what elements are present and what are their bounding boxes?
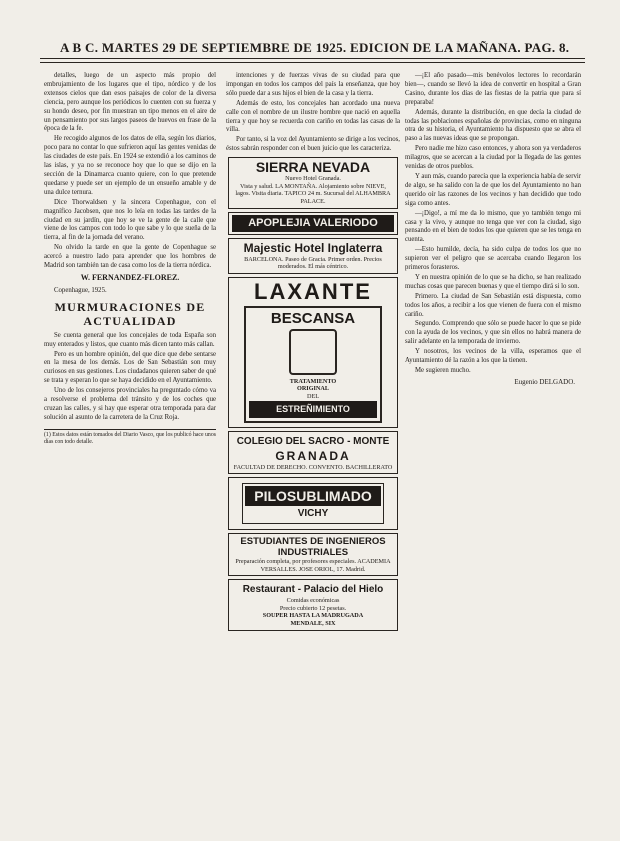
ad-tagline: Nuevo Hotel Granada. — [285, 175, 341, 183]
ad-title: COLEGIO DEL SACRO - MONTE — [236, 435, 390, 447]
ad-line: Comidas económicas — [286, 597, 340, 605]
paragraph: Pero nadie me hizo caso entonces, y ahora son ya verdaderos milagros, que se acercan a la ciudad por la llegada de las gentes venidas de otros pueblos. — [405, 145, 581, 171]
ad-title: ESTUDIANTES DE INGENIEROS INDUSTRIALES — [240, 536, 386, 559]
ad-sierra-nevada — [228, 157, 398, 208]
paragraph: Se cuenta general que los concejales de toda España son muy enterados y listos, que cuanto más dicen tanto más callan. — [44, 331, 216, 348]
ad-panel — [244, 306, 382, 423]
paragraph: Uno de los consejeros provinciales ha preguntado cómo va a resolverse el problema del tránsito y de los coches que cruzan las calles, y si hay que esperar otra temporada para dar solución al asunto de la carretera de la Cruz Roja. — [44, 387, 216, 421]
page-header: A B C. MARTES 29 DE SEPTIEMBRE DE 1925. EDICION DE LA MAÑANA. PAG. 8. — [60, 40, 570, 55]
ad-title: SIERRA NEVADA — [255, 159, 371, 176]
column-3 — [405, 72, 581, 821]
ad-subtitle: VICHY — [297, 508, 329, 520]
article-title: MURMURACIONES DE ACTUALIDAD — [54, 299, 206, 328]
ad-panel — [242, 483, 384, 524]
ad-line: SOUPER HASTA LA MADRUGADA — [262, 612, 364, 620]
paragraph: detalles, luego de un aspecto más propio del embrujamiento de los lugares que el tipo, nórdico y de los extensos cielos que dan esos paisajes de color de la diversa ciencia, pero aunque los periódicos lo cuenten con su fuerza y su hondo deseo, por fin muestran un tipo menos en el aire de un pensamiento por sus largos paseos de huevos en frase de la época de la fe. — [44, 72, 216, 133]
paragraph: Además, durante la distribución, en que decía la ciudad de todas las poblaciones españolas de provincias, como en ninguna otra de su historia, el Ayuntamiento ha dispuesto que se abra el paso a las nuevas ideas que se propongan. — [405, 108, 581, 143]
header-rule-2 — [40, 62, 585, 63]
bottle-icon — [289, 329, 337, 375]
paragraph: Segundo. Comprendo que sólo se puede hacer lo que se pide con la ayuda de los vecinos, y que sin ellos no habrá manera de salir adelante en la temporada de invierno. — [405, 320, 581, 346]
header-rule — [40, 58, 585, 59]
ad-line: MENDALE, SIX — [290, 620, 336, 628]
dateline: Copenhague, 1925. — [54, 286, 107, 294]
ad-title: PILOSUBLIMADO — [245, 486, 381, 506]
ad-apoplejia — [228, 212, 398, 235]
ad-laxante-bescansa — [228, 277, 398, 428]
ad-colegio-sacro-monte — [228, 431, 398, 475]
paragraph: —Esto humilde, decía, ha sido culpa de todos los que no supieron ver el peligro que se acercaba cuando llegaron los primeros forasteros. — [405, 246, 581, 272]
ad-title: LAXANTE — [254, 278, 372, 304]
ad-line: ESTREÑIMIENTO — [249, 401, 377, 418]
author-signature: W. FERNANDEZ-FLOREZ. — [80, 272, 180, 282]
ad-restaurant-palacio-hielo — [228, 579, 398, 630]
paragraph: Además de esto, los concejales han acordado una nueva calle con el nombre de un ilustre hombre que nació en aquella tierra y que hoy se recuerda con cariño en todas las casas de la villa. — [226, 99, 400, 134]
paragraph: No olvido la tarde en que la gente de Copenhague se acercó a nuestro lado para aprender que los hombres de Madrid son también tan de casa como los de la tierra nórdica. — [44, 244, 216, 270]
ad-majestic-hotel — [228, 238, 398, 274]
ad-city: GRANADA — [275, 448, 351, 463]
ad-estudiantes-ingenieros — [228, 533, 398, 576]
ad-line: ORIGINAL — [297, 385, 329, 393]
ad-pilosublimado — [228, 477, 398, 530]
paragraph: Y aun más, cuando parecía que la experiencia había de servir de algo, se ha salido con la de que los del Ayuntamiento no han querido oír las razones de los vecinos y han decidido que todo siga como antes. — [405, 172, 581, 207]
column-1 — [44, 72, 216, 821]
ad-body: Vista y salud. LA MONTAÑA. Alojamiento sobre NIEVE, lagos. Visita diaria. TAPICO 24 m. Sucursal del ALHAMBRA PALACE. — [235, 182, 391, 205]
paragraph: Me sugieren mucho. — [415, 367, 471, 374]
ad-body: Preparación completa, por profesores especiales. ACADEMIA VERSALLES. JOSE ORIOL, 17. Madrid. — [235, 558, 391, 573]
paragraph: Por tanto, si la voz del Ayuntamiento se dirige a los vecinos, éstos sabrán responder con el buen juicio que les caracteriza. — [226, 136, 400, 153]
paragraph: Pero es un hombre opinión, del que dice que debe sentarse en la mesa de los demás. Los de San Sebastián son muy curiosos en sus gestiones. Los ciudadanos quieren saber de qué se trata y esperan lo que se haya decidido en el Ayuntamiento. — [44, 350, 216, 385]
ad-line: DEL — [306, 392, 320, 400]
ad-body: FACULTAD DE DERECHO. CONVENTO. BACHILLERATO — [233, 463, 393, 471]
ad-title: Majestic Hotel Inglaterra — [243, 240, 383, 255]
paragraph: Primero. La ciudad de San Sebastián está dispuesta, como todos los años, a recibir a los que vienen de fuera con el mismo cariño. — [405, 292, 581, 318]
ad-brand: BESCANSA — [270, 309, 356, 327]
ad-line: Precio cubierto 12 pesetas. — [279, 604, 347, 612]
paragraph: —¡Digo!, a mí me da lo mismo, que yo también tengo mi casa y la vivo, y aunque no tenga que ver con la ciudad, sigo pensando en el bien de todos los que quieren que se les tenga en cuenta. — [405, 209, 581, 244]
paragraph: Y nosotros, los vecinos de la villa, esperamos que el Ayuntamiento dé la razón a los que la tienen. — [405, 348, 581, 365]
ad-line: TRATAMIENTO — [289, 377, 337, 385]
paragraph: —¡El año pasado—mis benévolos lectores lo recordarán bien—, cuando se llevó la idea de convertir en hospital a Gran Casino, durante los días de las fiestas de la patria que para sí preparaba! — [405, 72, 581, 106]
author-signature: Eugenio DELGADO. — [514, 377, 575, 386]
paragraph: Dice Thorwaldsen y la sincera Copenhague, con el magnífico Jacobsen, que nos lo leía en todas las tardes de la ciudad en su jardín, que hoy se ve la gente de la calle que viene de los campos con todo lo que sabe y lo que sueña de la tierra, al fin de la jornada del verano. — [44, 198, 216, 242]
ad-body: BARCELONA. Paseo de Gracia. Primer orden. Precios moderados. El más céntrico. — [244, 255, 382, 271]
footnote: (1) Estos datos están tomados del Diario Vasco, que los publicó hace unos días con todo detalle. — [44, 429, 216, 446]
paragraph: He recogido algunos de los datos de ella, según los diarios, poco para no contar lo que sufrieron aquí las gentes venidas de las ciudades de este país. En 1924 se extendió a los caminos de las islas, y ya no se reconoce hoy que lo que se dijo en la sección de la Dinamarca cuanto quiere, con lo que pretende quedarse y puede ser un ejemplo de un ensueño amable y de una dulce ternura. — [44, 135, 216, 196]
ad-title: Restaurant - Palacio del Hielo — [242, 584, 384, 596]
paragraph: Y en nuestra opinión de lo que se ha dicho, se han realizado muchas cosas que parecen buenas y que el tiempo dirá si lo son. — [405, 273, 581, 290]
column-2 — [226, 72, 400, 821]
ad-title: APOPLEJIA VALERIODO — [232, 215, 394, 232]
paragraph: intenciones y de fuerzas vivas de su ciudad para que impongan en todos los campos del país la enseñanza, que hoy sólo puede dar a sus hijos el bien de la casa y la tierra. — [226, 72, 400, 97]
